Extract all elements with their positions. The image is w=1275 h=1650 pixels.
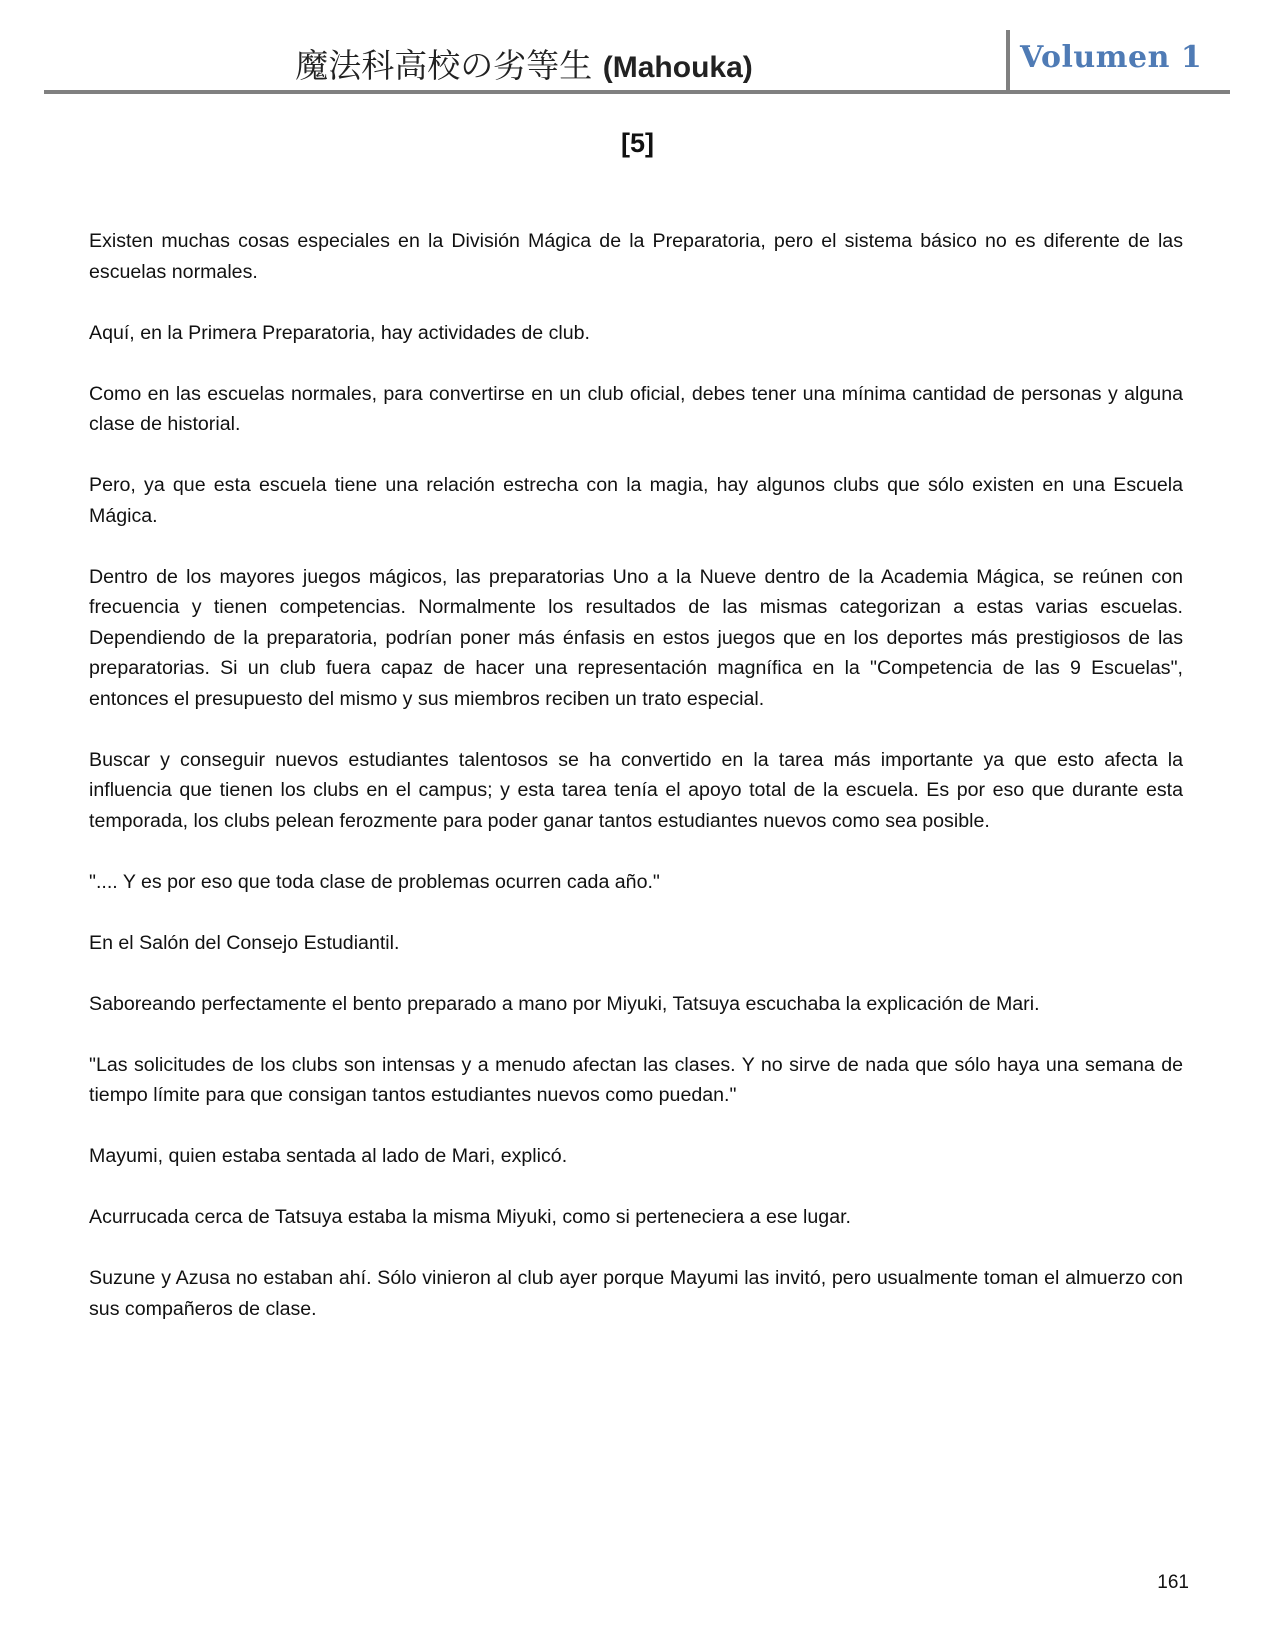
paragraph: Saboreando perfectamente el bento preparado a mano por Miyuki, Tatsuya escuchaba la explicación de Mari. (89, 992, 1040, 1015)
chapter-heading: [5] (621, 128, 654, 158)
paragraph: Pero, ya que esta escuela tiene una relación estrecha con la magia, hay algunos clubs que sólo existen en una Escuela Mágica. (89, 474, 1183, 527)
paragraph: Buscar y conseguir nuevos estudiantes talentosos se ha convertido en la tarea más importante ya que esto afecta la influencia que tienen los clubs en el campus; y esta tarea tenía el apoyo total de la escuela. Es por eso que durante esta temporada, los clubs pelean ferozmente para poder ganar tantos estudiantes nuevos como sea posible. (89, 748, 1183, 832)
paragraph: Aquí, en la Primera Preparatoria, hay actividades de club. (89, 321, 590, 344)
body-text (89, 226, 1183, 1355)
page-header (44, 28, 1230, 94)
paragraph: Mayumi, quien estaba sentada al lado de Mari, explicó. (89, 1145, 568, 1167)
book-title (44, 40, 1004, 87)
paragraph: En el Salón del Consejo Estudiantil. (89, 931, 400, 954)
header-rule (44, 90, 1230, 94)
paragraph: Como en las escuelas normales, para convertirse en un club oficial, debes tener una mínima cantidad de personas y alguna clase de historial. (89, 382, 1183, 435)
paragraph: Existen muchas cosas especiales en la División Mágica de la Preparatoria, pero el sistema básico no es diferente de las escuelas normales. (89, 230, 1183, 283)
volume-label: Volumen 1 (1020, 40, 1203, 75)
paragraph: ".... Y es por eso que toda clase de problemas ocurren cada año." (89, 870, 660, 893)
book-title-japanese: 魔法科高校の劣等生 (295, 46, 593, 85)
header-divider (1006, 30, 1010, 94)
page-number: 161 (1157, 1572, 1189, 1593)
paragraph: "Las solicitudes de los clubs son intensas y a menudo afectan las clases. Y no sirve de nada que sólo haya una semana de tiempo límite para que consigan tantos estudiantes nuevos como puedan." (89, 1053, 1183, 1106)
paragraph: Suzune y Azusa no estaban ahí. Sólo vinieron al club ayer porque Mayumi las invitó, pero usualmente toman el almuerzo con sus compañeros de clase. (89, 1267, 1183, 1320)
book-title-latin: (Mahouka) (602, 51, 753, 84)
paragraph: Dentro de los mayores juegos mágicos, las preparatorias Uno a la Nueve dentro de la Academia Mágica, se reúnen con frecuencia y tienen competencias. Normalmente los resultados de las mismas categorizan a estas varias escuelas. Dependiendo de la preparatoria, podrían poner más énfasis en estos juegos que en los deportes más prestigiosos de las preparatorias. Si un club fuera capaz de hacer una representación magnífica en la "Competencia de las 9 Escuelas", entonces el presupuesto del mismo y sus miembros reciben un trato especial. (89, 565, 1183, 710)
paragraph: Acurrucada cerca de Tatsuya estaba la misma Miyuki, como si perteneciera a ese lugar. (89, 1206, 851, 1228)
